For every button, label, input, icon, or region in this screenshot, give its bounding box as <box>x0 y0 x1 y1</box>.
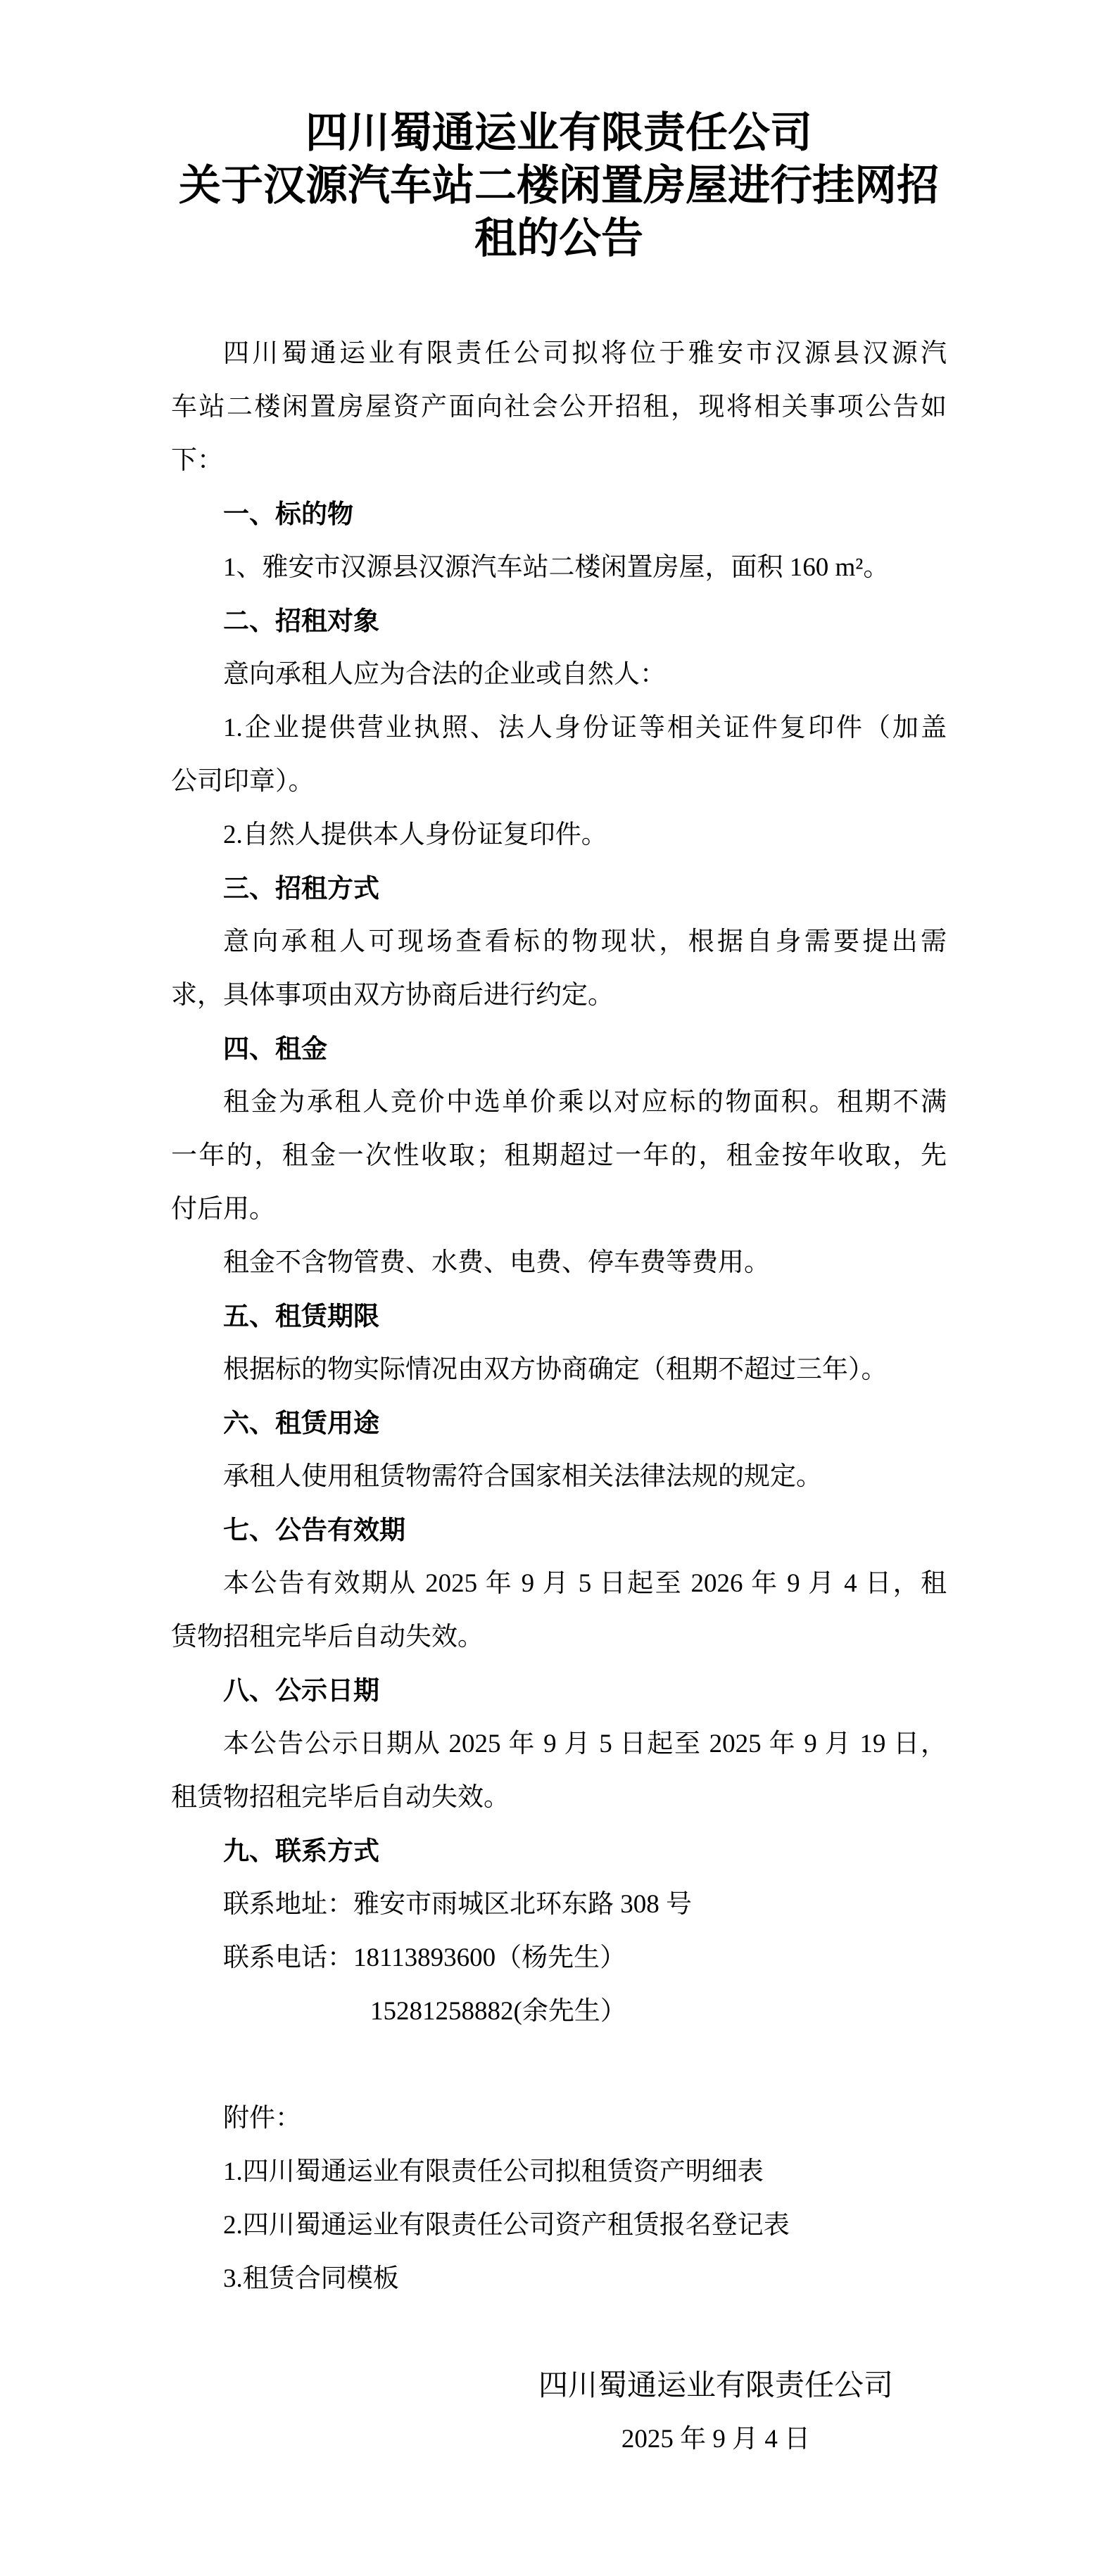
section-5-heading: 五、租赁期限 <box>223 1302 379 1331</box>
intro-line-3: 下： <box>171 446 223 475</box>
section-9-heading: 九、联系方式 <box>223 1836 379 1865</box>
validity-period-line-2: 赁物招租完毕后自动失效。 <box>171 1623 484 1651</box>
attachment-item-3: 3.租赁合同模板 <box>223 2264 399 2293</box>
title-line-3: 租的公告 <box>474 215 643 262</box>
lease-usage-line: 承租人使用租赁物需符合国家相关法律法规的规定。 <box>223 1462 822 1491</box>
section-2-heading: 二、招租对象 <box>223 607 379 635</box>
section-6-heading: 六、租赁用途 <box>223 1409 379 1438</box>
section-4-heading: 四、租金 <box>223 1034 327 1063</box>
blank-line <box>171 2306 947 2359</box>
rental-method-line-2: 求，具体事项由双方协商后进行约定。 <box>171 981 614 1010</box>
section-8-heading: 八、公示日期 <box>223 1676 379 1705</box>
signature-company: 四川蜀通运业有限责任公司 <box>538 2370 893 2402</box>
rent-rule-line-3: 付后用。 <box>171 1195 275 1224</box>
section-7-heading: 七、公告有效期 <box>223 1516 405 1544</box>
tenant-requirement-intro: 意向承租人应为合法的企业或自然人： <box>223 660 666 689</box>
publicity-period-line-2: 租赁物招租完毕后自动失效。 <box>171 1783 510 1812</box>
enterprise-requirement-line-2: 公司印章）。 <box>171 767 315 796</box>
blank-line <box>171 2038 947 2092</box>
title-line-1: 四川蜀通运业有限责任公司 <box>305 110 812 156</box>
rental-method-line-1: 意向承租人可现场查看标的物现状，根据自身需要提出需 <box>223 927 947 956</box>
signature-date: 2025 年 9 月 4 日 <box>621 2425 811 2454</box>
section-1-heading: 一、标的物 <box>223 500 353 528</box>
document-title <box>171 0 947 265</box>
validity-period-line-1: 本公告有效期从 2025 年 9 月 5 日起至 2026 年 9 月 4 日，租 <box>223 1569 947 1598</box>
subject-item-line: 1、雅安市汉源县汉源汽车站二楼闲置房屋，面积 160 m²。 <box>223 553 890 582</box>
document-content <box>171 0 947 2466</box>
attachment-item-2: 2.四川蜀通运业有限责任公司资产租赁报名登记表 <box>223 2211 790 2240</box>
publicity-period-line-1: 本公告公示日期从 2025 年 9 月 5 日起至 2025 年 9 月 19 日， <box>223 1730 947 1758</box>
attachments-label: 附件： <box>223 2104 301 2133</box>
intro-line-1: 四川蜀通运业有限责任公司拟将位于雅安市汉源县汉源汽 <box>223 339 947 368</box>
contact-phone-line-2: 15281258882(余先生） <box>370 1997 626 2026</box>
enterprise-requirement-line-1: 1.企业提供营业执照、法人身份证等相关证件复印件（加盖 <box>223 713 947 742</box>
title-line-2: 关于汉源汽车站二楼闲置房屋进行挂网招 <box>179 163 939 209</box>
attachment-item-1: 1.四川蜀通运业有限责任公司拟租赁资产明细表 <box>223 2157 764 2186</box>
rent-rule-line-2: 一年的，租金一次性收取；租期超过一年的，租金按年收取，先 <box>171 1141 947 1170</box>
document-body <box>171 327 947 2466</box>
individual-requirement-line: 2.自然人提供本人身份证复印件。 <box>223 820 607 849</box>
intro-line-2: 车站二楼闲置房屋资产面向社会公开招租，现将相关事项公告如 <box>171 393 947 421</box>
rent-rule-line-1: 租金为承租人竞价中选单价乘以对应标的物面积。租期不满 <box>223 1088 947 1117</box>
section-3-heading: 三、招租方式 <box>223 874 379 903</box>
contact-phone-line-1: 联系电话：18113893600（杨先生） <box>223 1943 626 1972</box>
contact-address-line: 联系地址：雅安市雨城区北环东路 308 号 <box>223 1890 692 1919</box>
signature-block <box>536 2359 896 2466</box>
lease-term-line: 根据标的物实际情况由双方协商确定（租期不超过三年）。 <box>223 1355 888 1384</box>
rent-exclusion-line: 租金不含物管费、水费、电费、停车费等费用。 <box>223 1248 770 1277</box>
